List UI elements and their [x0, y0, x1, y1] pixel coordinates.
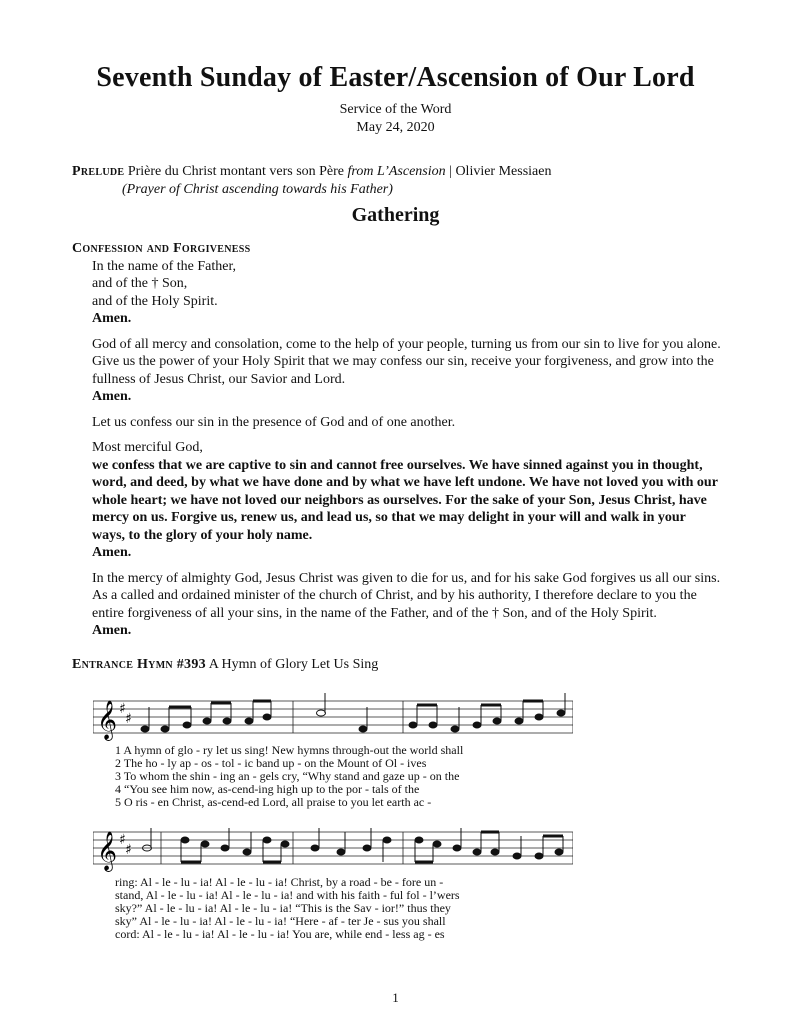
prelude-piece: Prière du Christ montant vers son Père	[127, 164, 345, 179]
prelude-label: Prelude	[72, 164, 125, 179]
confession-label: Confession and Forgiveness	[72, 241, 251, 256]
invocation	[92, 258, 722, 311]
hymn-verse-line: ring: Al - le - lu - ia! Al - le - lu - ia! Christ, by a road - be - fore un -	[115, 875, 444, 889]
amen-response: Amen.	[92, 545, 132, 560]
hymn-title: A Hymn of Glory Let Us Sing	[208, 657, 379, 672]
page-title: Seventh Sunday of Easter/Ascension of Our Lord	[96, 62, 695, 93]
hymn-label: Entrance Hymn #393	[72, 657, 206, 672]
hymn-verse-line: stand, Al - le - lu - ia! Al - le - lu - ia! and with his faith - ful fol - l’wers	[115, 888, 460, 902]
invocation-line: In the name of the Father,	[92, 258, 237, 274]
hymn-verse-line: sky?” Al - le - lu - ia! Al - le - lu - ia! “This is the Sav - ior!” thus they	[115, 901, 451, 915]
treble-clef-icon: 𝄞	[97, 700, 118, 740]
prelude-translation: (Prayer of Christ ascending towards his Father)	[122, 182, 393, 197]
sharp-icon: ♯	[125, 842, 132, 858]
opening-prayer: God of all mercy and consolation, come to the help of your people, turning us from our sin to live for you alone. Give us the power of your Holy Spirit that we may confess our sin, receive your forgiveness, and grow into the fullness of Jesus Christ, our Savior and Lord.	[92, 336, 721, 387]
prelude-from: from L’Ascension	[347, 164, 446, 179]
hymn-verse-line: cord: Al - le - lu - ia! Al - le - lu - ia! You are, while end - less ag - es	[115, 927, 445, 941]
sharp-icon: ♯	[125, 711, 132, 727]
most-merciful: Most merciful God,	[92, 440, 203, 455]
invocation-line: and of the † Son,	[92, 276, 188, 291]
amen-response: Amen.	[92, 623, 132, 638]
treble-clef-icon: 𝄞	[97, 831, 118, 871]
service-date: May 24, 2020	[356, 120, 435, 135]
gathering-heading: Gathering	[351, 204, 440, 226]
prelude-composer: | Olivier Messiaen	[449, 164, 552, 179]
music-staff-2	[93, 824, 573, 872]
hymn-heading	[72, 657, 378, 673]
invitation-to-confession: Let us confess our sin in the presence of God and of one another.	[92, 414, 456, 430]
congregation-confession: we confess that we are captive to sin and cannot free ourselves. We have sinned against you in thought, word, and deed, by what we have done and by what we have left undone. We have not loved you with our whole heart; we have not loved our neighbors as ourselves. For the sake of your Son, Jesus Christ, have mercy on us. Forgive us, renew us, and lead us, so that we may delight in your will and walk in your ways, to the glory of your holy name.	[92, 457, 718, 543]
prelude-section	[72, 163, 732, 199]
hymn-verse-line: sky” Al - le - lu - ia! Al - le - lu - ia! “Here - af - ter Je - sus you shall	[115, 914, 446, 928]
absolution: In the mercy of almighty God, Jesus Christ was given to die for us, and for his sake God forgives us all our sins. As a called and ordained minister of the church of Christ, and by his authority, I therefore declare to you the entire forgiveness of all your sins, in the name of the Father, and of the † Son, and of the Holy Spirit.	[92, 570, 721, 621]
sharp-icon: ♯	[119, 701, 126, 717]
confession-section	[72, 240, 722, 648]
amen-response: Amen.	[92, 389, 132, 404]
amen-response: Amen.	[92, 311, 132, 326]
hymn-verse-line: 1 A hymn of glo - ry let us sing! New hymns through-out the world shall	[115, 743, 464, 757]
service-name: Service of the Word	[339, 102, 452, 117]
hymn-verse-line: 2 The ho - ly ap - os - tol - ic band up - on the Mount of Ol - ives	[115, 756, 427, 770]
music-staff-1	[93, 693, 573, 741]
hymn-verse-line: 4 “You see him now, as-cend-ing high up to the por - tals of the	[115, 782, 420, 796]
sharp-icon: ♯	[119, 832, 126, 848]
hymn-verse-line: 3 To whom the shin - ing an - gels cry, “Why stand and gaze up - on the	[115, 769, 460, 783]
invocation-line: and of the Holy Spirit.	[92, 293, 218, 309]
page-number: 1	[392, 990, 399, 1005]
hymn-verse-line: 5 O ris - en Christ, as-cend-ed Lord, all praise to you let earth ac -	[115, 795, 432, 809]
